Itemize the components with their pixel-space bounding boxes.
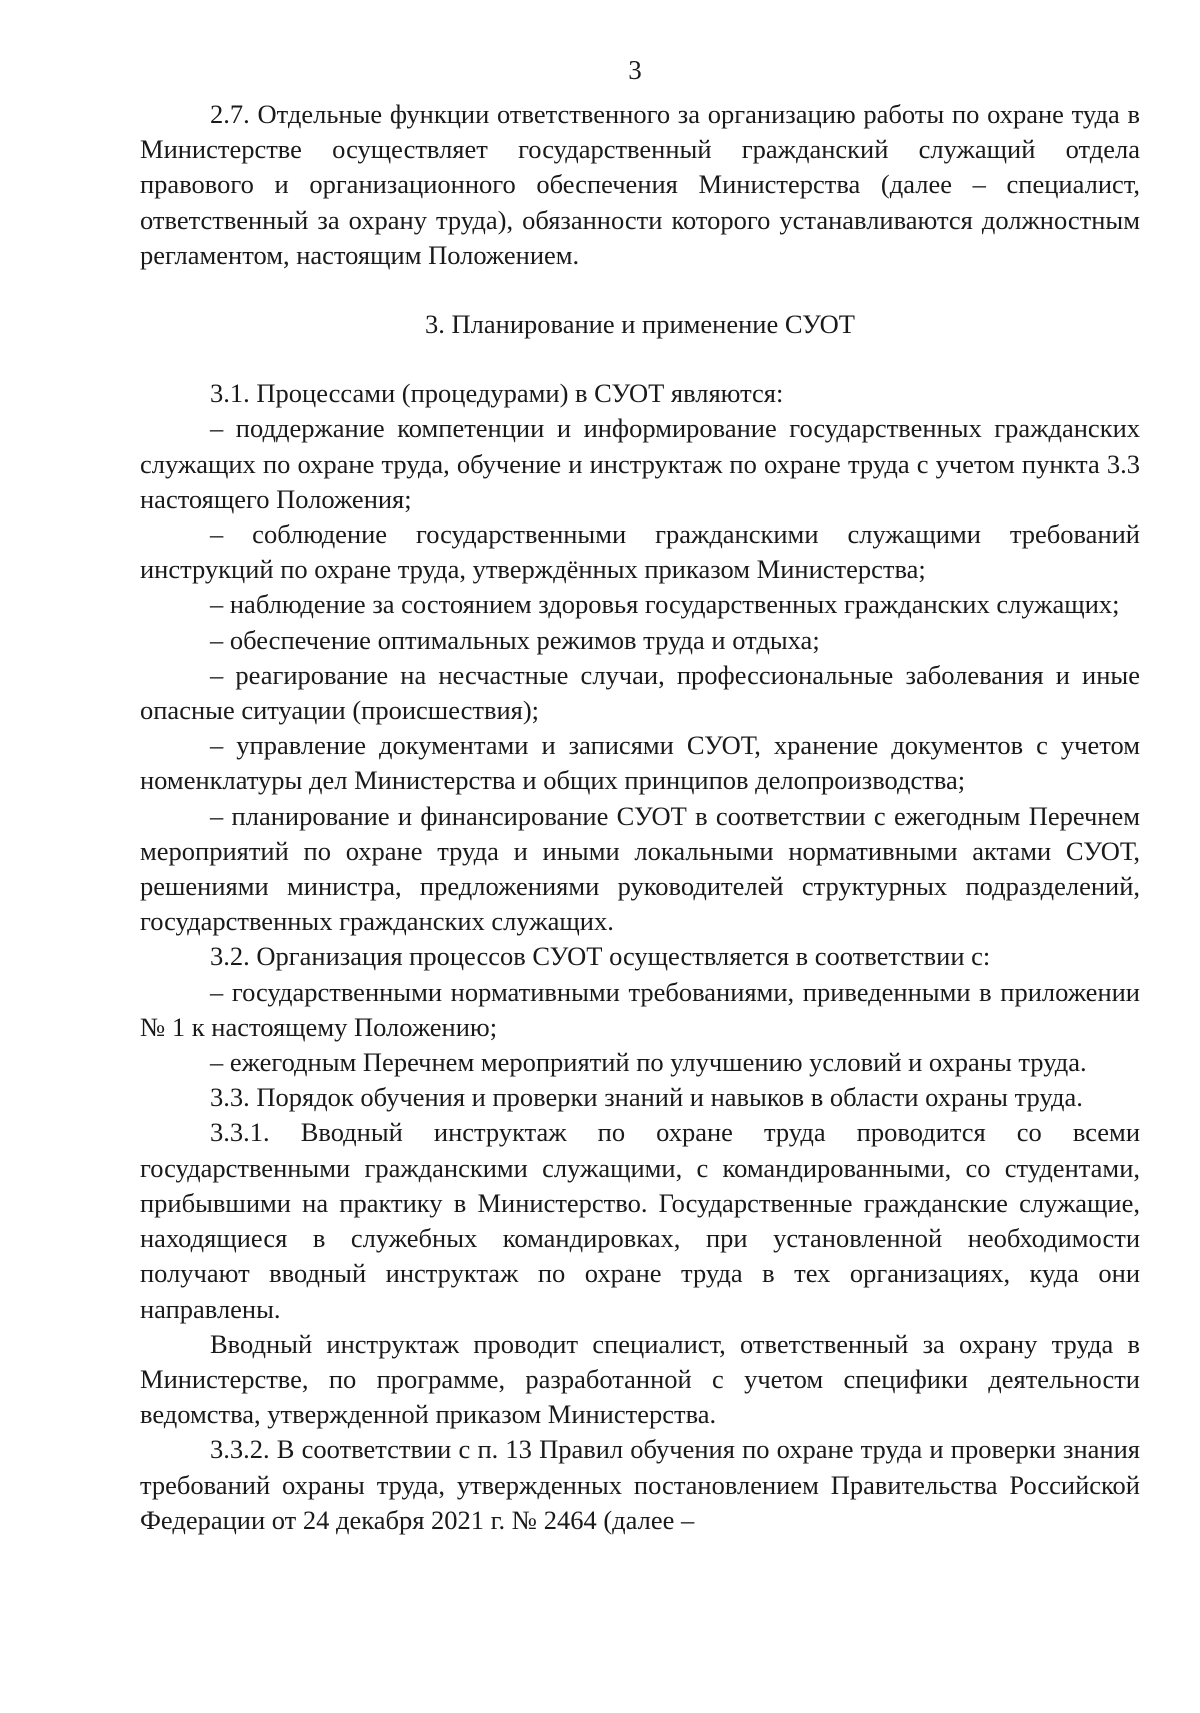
list-item: – поддержание компетенции и информирование государственных гражданских служащих по охране труда, обучение и инструктаж по охране труда с учетом пункта 3.3 настоящего Положения; xyxy=(140,413,1140,514)
paragraph-3-3-1: 3.3.1. Вводный инструктаж по охране труда проводится со всеми государственными гражданскими служащими, с командированными, со студентами, прибывшими на практику в Министерство. Государственные гражданские служащие, находящиеся в служебных командировках, при установленной необходимости получают вводный инструктаж по охране труда в тех организациях, куда они направлены. xyxy=(140,1117,1140,1324)
paragraph-intro-briefing: Вводный инструктаж проводит специалист, ответственный за охрану труда в Министерстве, по программе, разработанной с учетом специфики деятельности ведомства, утвержденной приказом Министерства. xyxy=(140,1328,1140,1430)
paragraph-3-1: 3.1. Процессами (процедурами) в СУОТ являются: xyxy=(210,378,784,409)
page-number: 3 xyxy=(628,55,642,85)
paragraph-3-3: 3.3. Порядок обучения и проверки знаний и навыков в области охраны труда. xyxy=(210,1082,1083,1113)
list-item: – соблюдение государственными гражданскими служащими требований инструкций по охране труда, утверждённых приказом Министерства; xyxy=(140,519,1140,585)
list-item: – наблюдение за состоянием здоровья государственных гражданских служащих; xyxy=(210,589,1120,620)
list-item: – ежегодным Перечнем мероприятий по улучшению условий и охраны труда. xyxy=(210,1047,1087,1078)
list-item: – обеспечение оптимальных режимов труда и отдыха; xyxy=(210,624,820,655)
list-item: – управление документами и записями СУОТ, хранение документов с учетом номенклатуры дел Министерства и общих принципов делопроизводства; xyxy=(140,730,1140,796)
paragraph-3-3-2: 3.3.2. В соответствии с п. 13 Правил обучения по охране труда и проверки знания требований охраны труда, утвержденных постановлением Правительства Российской Федерации от 24 декабря 2021 г. № 2464 (далее – xyxy=(140,1434,1140,1535)
paragraph-2-7: 2.7. Отдельные функции ответственного за организацию работы по охране туда в Министерстве осуществляет государственный гражданский служащий отдела правового и организационного обеспечения Министерства (далее – специалист, ответственный за охрану труда), обязанности которого устанавливаются должностным регламентом, настоящим Положением. xyxy=(140,99,1140,270)
section-heading: 3. Планирование и применение СУОТ xyxy=(425,309,855,340)
document-body xyxy=(140,97,1140,1538)
list-item: – планирование и финансирование СУОТ в соответствии с ежегодным Перечнем мероприятий по охране труда и иными локальными нормативными актами СУОТ, решениями министра, предложениями руководителей структурных подразделений, государственных гражданских служащих. xyxy=(140,800,1140,937)
list-item: – реагирование на несчастные случаи, профессиональные заболевания и иные опасные ситуации (происшествия); xyxy=(140,659,1140,726)
list-item: – государственными нормативными требованиями, приведенными в приложении № 1 к настоящему Положению; xyxy=(140,976,1140,1042)
paragraph-3-2: 3.2. Организация процессов СУОТ осуществляется в соответствии с: xyxy=(210,941,991,972)
